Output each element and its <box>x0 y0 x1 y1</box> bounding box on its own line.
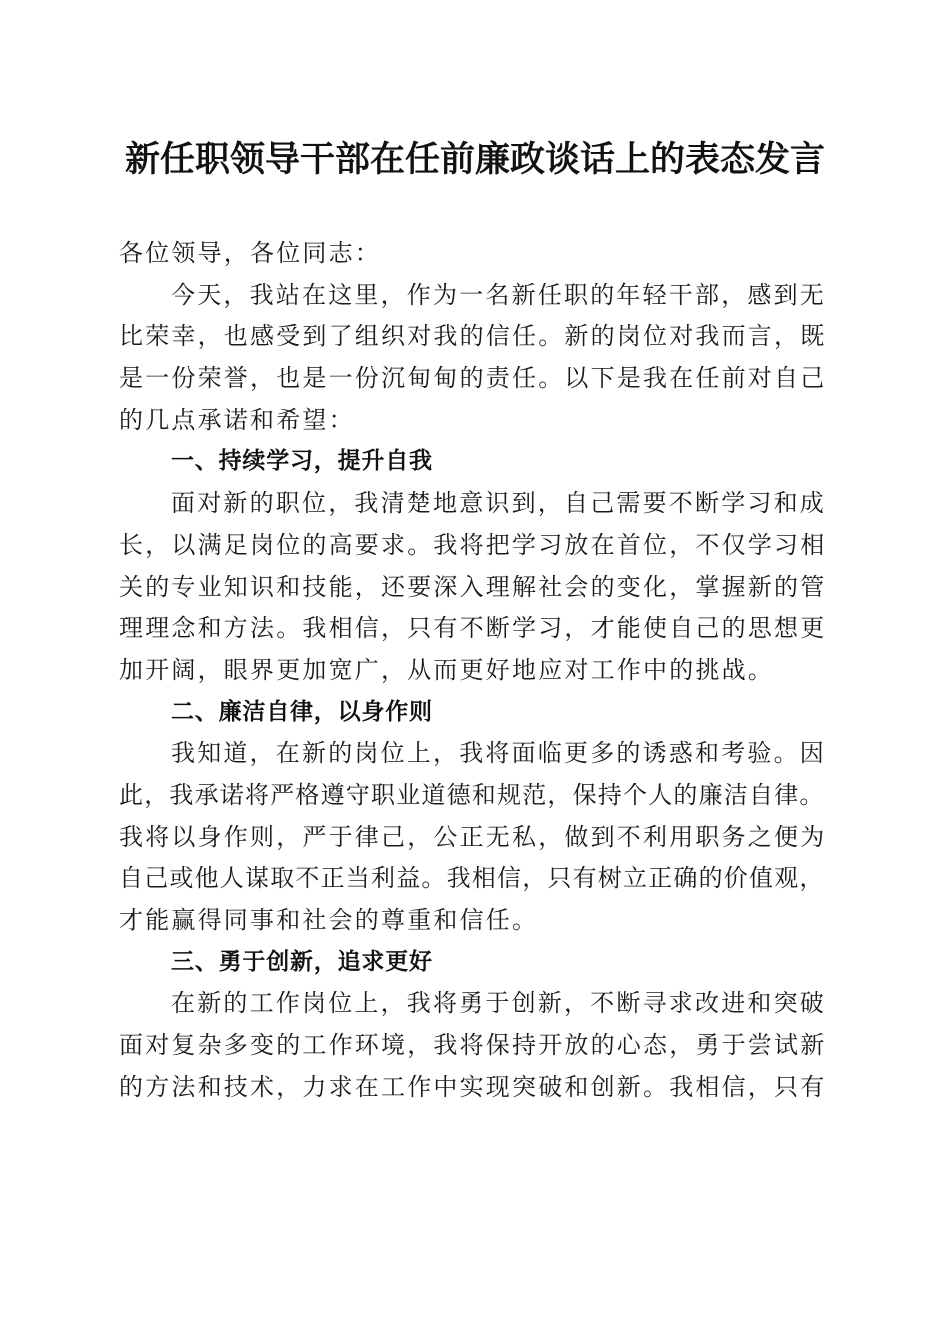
paragraph-line: 理理念和方法。我相信，只有不断学习，才能使自己的思想更 <box>119 614 827 643</box>
paragraph-line: 是一份荣誉，也是一份沉甸甸的责任。以下是我在任前对自己 <box>119 364 827 393</box>
paragraph-line: 我将以身作则，严于律己，公正无私，做到不利用职务之便为 <box>119 822 827 851</box>
document-body <box>119 233 849 1108</box>
section-heading-3: 三、勇于创新，追求更好 <box>171 948 433 975</box>
section-heading-1: 一、持续学习，提升自我 <box>171 448 433 475</box>
paragraph-line: 在新的工作岗位上，我将勇于创新，不断寻求改进和突破 <box>171 989 826 1018</box>
paragraph-line: 我知道，在新的岗位上，我将面临更多的诱惑和考验。因 <box>171 739 826 768</box>
paragraph-line: 关的专业知识和技能，还要深入理解社会的变化，掌握新的管 <box>119 572 827 601</box>
paragraph-line: 面对复杂多变的工作环境，我将保持开放的心态，勇于尝试新 <box>119 1031 827 1060</box>
paragraph-line: 的几点承诺和希望： <box>119 405 355 434</box>
paragraph-line: 的方法和技术，力求在工作中实现突破和创新。我相信，只有 <box>119 1072 827 1101</box>
paragraph-line: 自己或他人谋取不正当利益。我相信，只有树立正确的价值观， <box>119 864 825 893</box>
paragraph-line: 今天，我站在这里，作为一名新任职的年轻干部，感到无 <box>171 280 826 309</box>
paragraph-line: 此，我承诺将严格遵守职业道德和规范，保持个人的廉洁自律。 <box>119 780 825 809</box>
paragraph-line: 比荣幸，也感受到了组织对我的信任。新的岗位对我而言，既 <box>119 322 827 351</box>
document-title: 新任职领导干部在任前廉政谈话上的表态发言 <box>124 139 825 180</box>
section-heading-2: 二、廉洁自律，以身作则 <box>171 698 433 725</box>
paragraph-line: 加开阔，眼界更加宽广，从而更好地应对工作中的挑战。 <box>119 655 774 684</box>
salutation-line: 各位领导，各位同志： <box>119 239 381 267</box>
paragraph-line: 才能赢得同事和社会的尊重和信任。 <box>119 906 539 934</box>
paragraph-line: 长，以满足岗位的高要求。我将把学习放在首位，不仅学习相 <box>119 530 827 559</box>
paragraph-line: 面对新的职位，我清楚地意识到，自己需要不断学习和成 <box>171 489 826 518</box>
